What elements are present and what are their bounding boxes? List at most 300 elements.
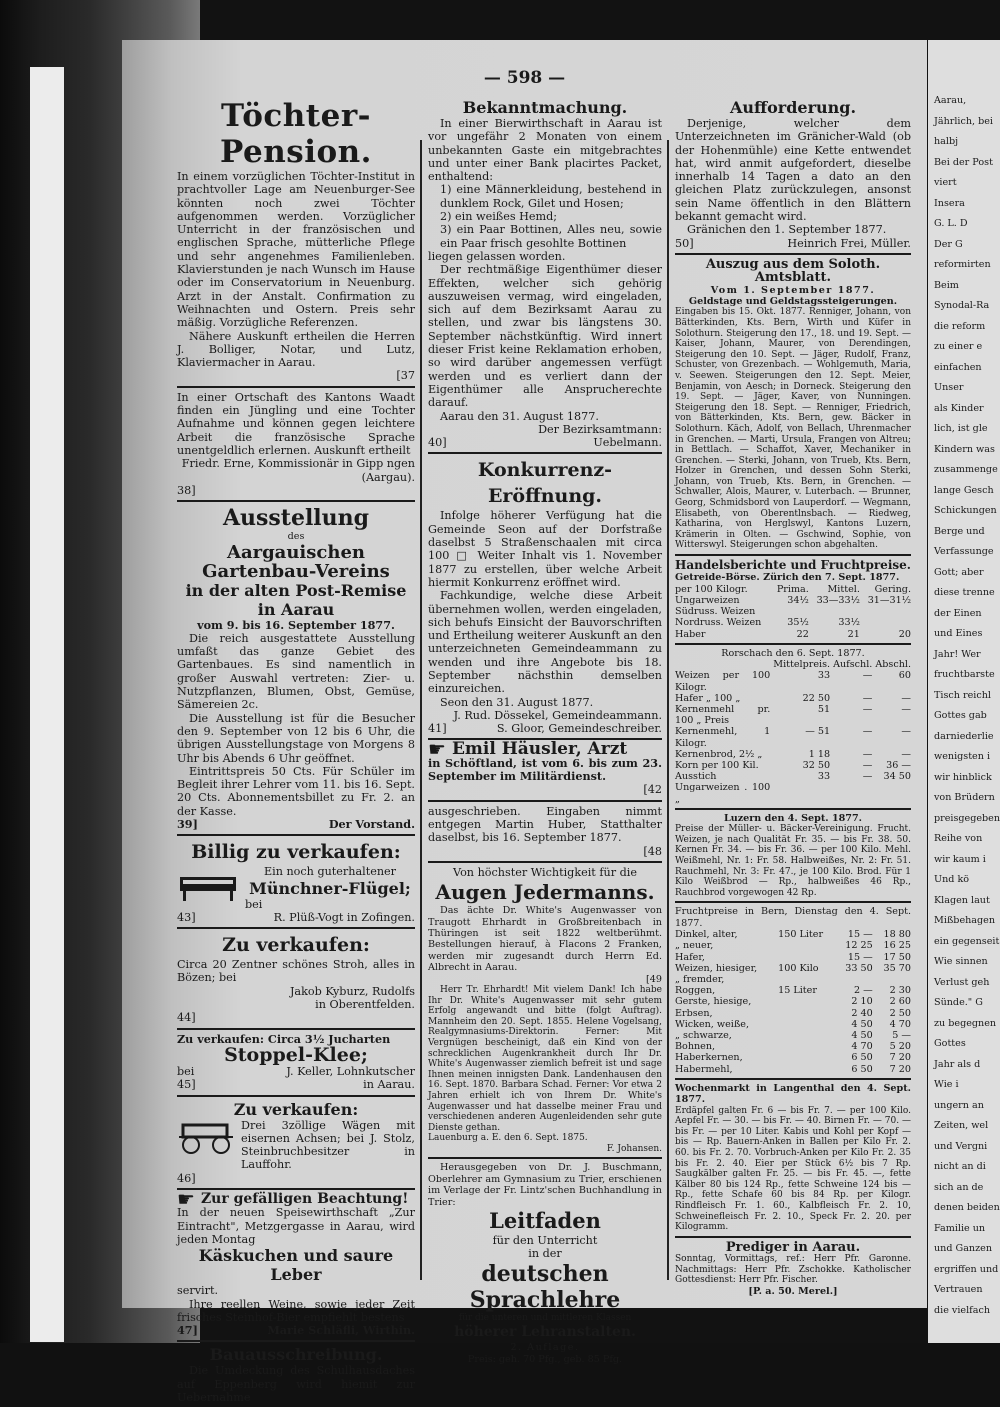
table-cell: 4 50 [851, 1018, 873, 1030]
adjacent-page-line: Bei der Post [934, 156, 993, 168]
section-body: Sonntag, Vormittags, ref.: Herr Pfr. Garonne. Nachmittags: Herr Pfr. Zschokke. Katholischer Gottesdienst: Herr Pfr. Fischer. [675, 1254, 911, 1286]
table-cell [860, 606, 911, 617]
column-rule [420, 140, 422, 1280]
table-cell: — [862, 703, 873, 715]
ad-title: Billig zu verkaufen: [191, 841, 401, 864]
table-cell: „ neuer, [675, 940, 714, 952]
table-row [675, 1008, 911, 1019]
table-cell [778, 1008, 834, 1019]
ad-body: Die Umdeckung des Schulhausdaches auf Eppenberg wird hiemit zur Uebernahme [177, 1364, 415, 1404]
section-date: Vom 1. September 1877. [710, 284, 876, 296]
table-cell: Südruss. Weizen [675, 606, 756, 618]
column-left [177, 98, 415, 1407]
table-row [675, 771, 911, 805]
divider [675, 643, 911, 645]
table-cell: „ fremder, [675, 973, 725, 985]
ad-signature-row [177, 1078, 415, 1091]
table-cell: — [862, 692, 873, 704]
table-cell: — [862, 748, 873, 760]
adjacent-page-line: Reihe von [934, 833, 983, 844]
white-page-marker [30, 67, 64, 1342]
adjacent-page-line: von Brüdern [934, 792, 995, 803]
ad-bauausschreibung [177, 1340, 415, 1404]
ad-line: des [287, 531, 305, 543]
adjacent-page-line: preisgegeben [934, 812, 1000, 824]
ad-body: Fachkundige, welche diese Arbeit übernehmen wollen, werden eingeladen, sich behufs Einsicht der Bauvorschriften und Ertheilung weiterer Auskunft an den unterzeichneten Gemeindeammann zu wenden und ihre Angebote bis 18. September nächsthin demselben einzureichen. [428, 589, 662, 696]
table-row [675, 595, 911, 606]
ad-title: Bekanntmachung. [462, 98, 628, 117]
table-cell: Weizen, hiesiger, [675, 962, 758, 974]
table-header-row [675, 584, 911, 595]
table-header-row [675, 659, 911, 670]
ad-toechter-pension [177, 98, 415, 383]
adjacent-page-line: wir kaum i [934, 853, 986, 865]
table-cell: 22 [796, 628, 809, 640]
ad-signer: Heinrich Frei, Müller. [787, 236, 911, 250]
piano-icon [177, 873, 239, 903]
adjacent-page-line: und Eines [934, 628, 983, 639]
adjacent-page-line: die vielfach [934, 1304, 990, 1316]
ad-leitfaden [428, 1157, 662, 1365]
ad-org: Aargauischen Gartenbau-Vereins [202, 541, 390, 582]
table-cell [834, 974, 872, 985]
table-cell: Wicken, weiße, [675, 1018, 749, 1030]
table-cell: 31—31½ [867, 594, 911, 606]
ad-signer: in Aarau. [363, 1078, 415, 1092]
table-cell: 15 — [847, 929, 873, 941]
table-cell [873, 974, 911, 985]
ad-body: Nähere Auskunft ertheilen die Herren J. Bolliger, Notar, und Lutz, Klaviermacher in Aarau. [177, 329, 415, 370]
column-right [675, 98, 911, 1300]
adjacent-page-line: Mißbehagen [934, 915, 996, 926]
table-cell: 60 [898, 670, 911, 682]
ad-title: Aufforderung. [729, 98, 857, 117]
table-row [675, 617, 911, 628]
table-row [675, 670, 911, 692]
table-row [675, 704, 911, 726]
table-cell: 15 — [847, 951, 873, 963]
luzern-heading: Luzern den 4. Sept. 1877. [723, 812, 863, 824]
ad-body: Circa 20 Zentner schönes Stroh, alles in Bözen; bei [177, 958, 415, 985]
adjacent-page-line: reformirten [934, 259, 991, 270]
ad-billig [177, 834, 415, 924]
ad-ref: 47] [177, 1323, 198, 1338]
ad-signature-row [177, 1324, 415, 1337]
adjacent-page-line: der Einen [934, 607, 982, 619]
table-row [675, 1019, 911, 1030]
table-cell: Ungarweizen [675, 594, 740, 606]
ad-ref: 44] [177, 1011, 196, 1025]
ad-signature-row [177, 1065, 415, 1078]
table-cell: Korn per 100 Kil. [675, 759, 759, 771]
adjacent-page-line: halbj [934, 136, 959, 147]
table-cell: 2 — [853, 985, 873, 997]
table-cell: — [901, 748, 911, 760]
ad-ref: 46] [177, 1171, 196, 1185]
adjacent-page-line: Sünde." G [934, 997, 983, 1008]
ad-line: Zu verkaufen: Circa 3½ Jucharten [177, 1031, 391, 1046]
column-rule [667, 140, 669, 1280]
table-cell [778, 940, 834, 951]
ad-ref: 41] [428, 722, 447, 736]
table-cell: Gerste, hiesige, [675, 996, 752, 1008]
ad-arzt [428, 738, 662, 796]
adjacent-page-line: darniederlie [934, 730, 994, 742]
adjacent-page-line: ungern an [934, 1099, 984, 1111]
table-cell: 7 20 [889, 1063, 911, 1075]
ad-signer: Jakob Kyburz, Rudolfs [289, 984, 415, 998]
table-header-cell [675, 659, 770, 670]
ad-body: servirt. [177, 1284, 219, 1298]
ad-item: Münchner-Flügel; [249, 878, 411, 898]
adjacent-page-line: Verfassunge [934, 546, 994, 557]
ad-body: Eintrittspreis 50 Cts. Für Schüler im Begleit ihrer Lehrer vom 11. bis 16. Sept. 20 Cts. Abonnementsbillet zu Fr. 2. an der Kasse. [177, 764, 415, 818]
bern-price-table [675, 929, 911, 1075]
table-cell [809, 606, 860, 617]
adjacent-page-line: Vertrauen [934, 1284, 983, 1295]
adjacent-page-line: fruchtbarste [934, 669, 995, 680]
ad-signature-row [428, 722, 662, 735]
ad-body: In der neuen Speisewirthschaft „Zur Eintracht", Metzgergasse in Aarau, wird jeden Montag [177, 1206, 415, 1246]
table-cell: 17 50 [883, 951, 911, 963]
table-cell: Roggen, [675, 985, 716, 997]
ad-line: bei [177, 1064, 195, 1078]
adjacent-page-line: ergriffen und [934, 1263, 999, 1275]
table-row [675, 963, 911, 974]
adjacent-page-line: Der G [934, 238, 963, 250]
adjacent-page-line: Und kö [934, 874, 970, 885]
adjacent-page-line: Jahr! Wer [934, 648, 981, 660]
table-cell: Haberkernen, [675, 1052, 743, 1064]
table-cell: 33 [817, 670, 831, 682]
langenthal-body: Erdäpfel galten Fr. 6 — bis Fr. 7. — per 100 Kilo. Aepfel Fr. — 30. — bis Fr. — 40. Birnen Fr. — 70. — bis Fr. — per 10 Liter. Kabis und Kohl per Kopf — bis — Rp. Bauern-Anken in Ballen per Kilo Fr. 2. 60. bis Fr. 2. 70. Vorbruch-Anken per Kilo Fr. 2. 35 bis Fr. 2. 40. Eier per Stück 6½ bis 7 Rp. Saugkälber galten Fr. 25. — bis Fr. 45. —, fette Kälber 80 bis 124 Rp., fette Schweine 124 bis — Rp., fette Schafe 60 bis 84 Rp. per Kilogr. Rindfleisch Fr. 1. 60., Kalbfleisch Fr. 2. 10, Schweinefleisch Fr. 2. 10., Speck Fr. 2. 20. per Kilogramm. [675, 1105, 911, 1233]
ad-body: Herausgegeben von Dr. J. Buschmann, Oberlehrer am Gymnasium zu Trier, erschienen im Verlage der Fr. Lintz'schen Buchhandlung in Trier: [428, 1162, 662, 1208]
table-cell: 32 50 [802, 759, 831, 771]
ad-signer: S. Gloor, Gemeindeschreiber. [496, 722, 662, 736]
ad-dates: vom 9. bis 16. September 1877. [197, 617, 395, 632]
table-cell: 34 50 [883, 771, 911, 783]
table-cell: 2 40 [851, 1007, 873, 1019]
page-number: — 598 — [483, 68, 566, 88]
section-handelsberichte [675, 554, 911, 1233]
table-cell [778, 996, 834, 1007]
ad-body: In einer Ortschaft des Kantons Waadt finden ein Jüngling und eine Tochter Aufnahme und können gegen leichtere Arbeit die französische Sprache unentgeldlich erlernen. Auskunft ertheilt [177, 390, 415, 457]
ad-body: in Schöftland, ist vom 6. bis zum 23. September im Militärdienst. [428, 755, 662, 784]
table-cell: — [862, 670, 873, 682]
table-cell: 12 25 [845, 940, 873, 952]
adjacent-page-line: G. L. D [934, 218, 968, 229]
ad-line: für die unteren und mittleren Klassen [458, 1312, 632, 1323]
ad-body: Derjenige, welcher dem Unterzeichneten im Gränicher-Wald (ob der Hohenmühle) eine Kette entwendet hat, wird anmit aufgefordert, dieselbe innerhalb 14 Tagen a dato an den gleichen Platz zurückzulegen, ansonst sein Name öffentlich in den Blättern bekannt gemacht wird. [675, 117, 911, 224]
ad-body: Das ächte Dr. White's Augenwasser von Traugott Ehrhardt in Großbreitenbach in Thüringen ist seit 1822 weltberühmt. Bestellungen hierauf, à Flacons 2 Franken, werden mir zugesandt durch Herrn Ed. Albrecht in Aarau. [428, 905, 662, 974]
table-cell: 4 70 [851, 1041, 873, 1053]
adjacent-page-line: Verlust geh [934, 976, 990, 988]
zurich-price-table [675, 584, 911, 640]
table-cell: 7 20 [889, 1052, 911, 1064]
table-cell: Hafer, [675, 951, 705, 963]
divider [675, 1078, 911, 1080]
ad-body: Der rechtmäßige Eigenthümer dieser Effekten, welcher sich gehörig auszuweisen vermag, wird eingeladen, sich auf dem Bezirksamt Aarau zu stellen, und zwar bis längstens 30. September nächstkünftig. Wird innert dieser Frist keine Reklamation erhoben, so wird darüber angemessen verfügt werden und es verliert dann der Eigenthümer alle Ansprucherechte darauf. [428, 263, 662, 410]
ad-signature-row [428, 436, 662, 449]
ad-stroh [177, 927, 415, 1024]
table-header-cell: Prima. [776, 583, 809, 595]
ad-waegen [177, 1095, 415, 1185]
adjacent-page-line: Schickungen [934, 505, 997, 516]
table-row [675, 1064, 911, 1075]
newspaper-page [122, 40, 927, 1404]
table-row [675, 693, 911, 704]
adjacent-page-line: nicht an di [934, 1161, 986, 1172]
table-cell [778, 1041, 834, 1052]
section-subtitle: Geldstage und Geldstagssteigerungen. [688, 295, 898, 307]
ad-list-item: 1) eine Männerkleidung, bestehend in dunklem Rock, Gilet und Hosen; [440, 183, 662, 210]
adjacent-page-line: Klagen laut [934, 894, 990, 906]
table-cell: 2 30 [889, 985, 911, 997]
table-row [675, 996, 911, 1007]
pointing-hand-icon: ☛ [177, 1187, 195, 1212]
table-row [675, 940, 911, 951]
table-cell: 6 50 [851, 1052, 873, 1064]
adjacent-page-line: Insera [934, 197, 965, 209]
table-cell: 4 50 [851, 1030, 873, 1041]
adjacent-page-line: viert [934, 177, 957, 188]
ad-line: Ein noch guterhaltener [263, 865, 397, 879]
adjacent-page-line: Jahr als d [934, 1058, 981, 1070]
ad-konkurrenz [428, 452, 662, 735]
table-cell: 2 50 [889, 1007, 911, 1019]
ad-aufforderung [675, 98, 911, 250]
adjacent-page-line: und Ganzen [934, 1243, 993, 1254]
ad-ref: 38] [177, 483, 196, 497]
table-cell: — 51 [805, 726, 831, 738]
table-cell: Bohnen, [675, 1041, 716, 1053]
ad-body: Infolge höherer Verfügung hat die Gemeinde Seon auf der Dorfstraße daselbst 5 Straßenschaalen mit circa 100 □ Weiter Inhalt vis 1. November 1877 zu erstellen, über welche Arbeit hiermit Konkurrenz eröffnet wird. [428, 509, 662, 589]
table-row [675, 629, 911, 640]
adjacent-page-line: sich an de [934, 1181, 984, 1193]
ad-title: Bauausschreibung. [209, 1345, 383, 1365]
pointing-hand-icon: ☛ [428, 737, 446, 762]
section-body: Eingaben bis 15. Okt. 1877. Renniger, Johann, von Bätterkinden, Kts. Bern, Wirth und Küfer in Solothurn. Steigerung den 17., 18. und 19. Sept. — Kaiser, Johann, Maurer, von Derendingen, Steigerung den 10. Sept. — Jäger, Rudolf, Franz, Schuster, von Grezenbach. — Wohlgemuth, Maria, v. Seewen. Steigerungen den 12. Sept. Meier, Benjamin, von Aesch; in Dorneck. Steigerung den 19. Sept. — Jäger, Kaver, von Nunningen. Steigerung den 18. Sept. — Renniger, Friedrich, von Bätterkinden, Kts. Bern, gew. Bäcker in Solothurn. Käch, Adolf, von Bellach, Uhrenmacher in Grenchen. — Marti, Ursula, Frangen von Altreu; in Bettlach. — Schaffot, Xaver, Mechaniker in Grenchen. — Sterki, Johann, von Trueb, Kts. Bern, Holzer in Grenchen, und dessen Sohn Sterki, Johann, von Trueb, Kts. Bern, in Grenchen. — Schwaller, Alois, Maurer, v. Luterbach. — Brunner, Georg, Schmidsbord von Lauperdorf. — Wegmann, Elisabeth, von Oberentlnsbach. — Riedweg, Katharina, von Herglswyl, Kantons Luzern, Krämerin in Olten. — Gschwind, Sophie, von Witterswyl. Steigerungen schon abgehalten. [675, 307, 911, 551]
ad-title: Töchter-Pension. [220, 98, 372, 170]
zurich-heading: Getreide-Börse. Zürich den 7. Sept. 1877. [675, 572, 900, 584]
adjacent-page-line: denen beiden [934, 1202, 1000, 1213]
table-row [675, 760, 911, 771]
adjacent-page-line: Unser [934, 382, 964, 393]
table-cell: 100 Kilo [778, 962, 819, 974]
ad-signature-row [177, 818, 415, 831]
section-title: Prediger in Aarau. [725, 1239, 861, 1255]
table-header-cell: Abschl. [875, 659, 911, 671]
ad-signer: Uebelmann. [593, 436, 662, 450]
ad-ref: [37 [396, 369, 415, 383]
footer-code: [P. a. 50. Merel.] [748, 1285, 838, 1297]
ad-title: Zu verkaufen: [233, 1099, 359, 1119]
ad-signer: J. Rud. Dössekel, Gemeindeammann. [453, 708, 662, 722]
ad-title: Leitfaden [489, 1208, 601, 1234]
table-cell [778, 952, 834, 963]
bern-heading: Fruchtpreise in Bern, Dienstag den 4. Sept. 1877. [675, 906, 911, 929]
adjacent-page-fragment [928, 40, 1000, 1343]
rorschach-heading: Rorschach den 6. Sept. 1877. [721, 647, 865, 659]
ad-ref: [49 [646, 973, 662, 985]
table-cell: — [862, 726, 873, 738]
adjacent-page-line: Zeiten, wel [934, 1120, 989, 1131]
ad-ref: [42 [643, 783, 662, 797]
table-cell [860, 617, 911, 628]
ad-augenwasser [428, 861, 662, 1155]
ad-level: höherer Lehranstalten. [454, 1324, 636, 1341]
ad-signer: F. Johansen. [606, 1143, 662, 1154]
ad-body: Ihre reellen Weine, sowie jeder Zeit frisches Steinhof-Bier empfiehlt bestens [177, 1297, 415, 1324]
ad-price: Preis: geh. 70 Pfg., geb. 85 Pfg. [467, 1353, 623, 1365]
table-cell: 2 60 [889, 996, 911, 1008]
adjacent-page-line: zusammenge [934, 464, 998, 475]
table-row [675, 985, 911, 996]
table-cell: 1 18 [808, 748, 831, 760]
table-cell: 33 50 [845, 962, 873, 974]
adjacent-page-line: wenigsten i [934, 751, 991, 762]
table-cell: 36 — [886, 759, 911, 771]
table-cell: Habermehl, [675, 1063, 733, 1075]
table-cell: Kernenmehl, 1 Kilogr. [675, 726, 771, 749]
ad-signer: in Oberentfelden. [315, 998, 415, 1012]
ad-list-item: 3) ein Paar Bottinen, Alles neu, sowie ein Paar frisch gesohlte Bottinen [440, 223, 662, 250]
ad-ref: 43] [177, 910, 196, 924]
ad-huber [428, 800, 662, 858]
ad-waadt [177, 386, 415, 497]
adjacent-page-line: lange Gesch [934, 484, 994, 496]
table-cell: Dinkel, alter, [675, 929, 738, 941]
ad-signature-row [675, 237, 911, 250]
table-header-cell: per 100 Kilogr. [675, 583, 748, 595]
luzern-body: Preise der Müller- u. Bäcker-Vereinigung. Frucht. Weizen, je nach Qualität Fr. 35. — bis Fr. 38. 50. Kernen Fr. 34. — bis Fr. 36. — per 100 Kilo. Mehl. Weißmehl, Nr. 1: Fr. 58. Halbweißes, Nr. 2: Fr. 51. Rauchmehl, Nr. 3: Fr. 47., je 100 Kilo. Brod. Für 1 Kilo Weißbrod — Rp., halbweißes 46 Rp., Rauchbrod vorgewogen 42 Rp. [675, 824, 911, 898]
ad-item: Käskuchen und saure Leber [198, 1246, 394, 1285]
table-header-cell: Gering. [874, 583, 911, 595]
ad-testimonial: Herr Tr. Ehrhardt! Mit vielem Dank! Ich habe Ihr Dr. White's Augenwasser mit sehr gutem Erfolg angewandt und bitte (folgt Auftrag). Mannheim den 20. Sept. 1855. Helene Vogelsang, Realgymnasiums-Direktorin. Ferner: Mit Vergnügen bescheinigt, daß ein Kind von der schrecklichen Augenkrankheit durch Ihr Dr. White's Augenwasser ziemlich befreit ist und sage Ihnen meinen innigsten Dank. Landenhausen den 16. Sept. 1870. Barbara Schad. Ferner: Vor etwa 2 Jahren erhielt ich von Ihrem Dr. White's Augenwasser und hat dasselbe meiner Frau und verschiedenen anderen Augenleidenden sehr gute Dienste gethan. [428, 984, 662, 1133]
table-cell: 6 50 [851, 1063, 873, 1075]
adjacent-page-line: Beim [934, 279, 959, 291]
table-cell: 4 70 [889, 1018, 911, 1030]
ad-ausstellung [177, 500, 415, 831]
table-row [675, 974, 911, 985]
ad-body: In einem vorzüglichen Töchter-Institut in prachtvoller Lage am Neuenburger-See könnten noch zwei Töchter aufgenommen werden. Vorzüglicher Unterricht in der französischen und englischen Sprache, mütterliche Pflege und sehr angenehmes Familienleben. Klavierstunden je nach Wunsch im Hause oder im Conservatorium in Neuenburg. Arzt in der Anstalt. Confirmation zu Weihnachten und Ostern. Preis sehr mäßig. Vorzügliche Referenzen. [177, 170, 415, 330]
adjacent-page-line: Kindern was [934, 443, 995, 455]
table-cell: 20 [898, 628, 911, 640]
adjacent-page-line: Gott; aber [934, 566, 984, 578]
table-cell [778, 974, 834, 985]
ad-signer: Der Bezirksamtmann: [538, 422, 662, 436]
ad-body: In einer Bierwirthschaft in Aarau ist vor ungefähr 2 Monaten von einem unbekannten Gaste ein mitgebrachtes und unter einer Bank placirtes Packet, enthaltend: [428, 117, 662, 184]
table-cell: 33 [817, 771, 831, 783]
adjacent-page-line: Tisch reichl [934, 689, 991, 701]
table-cell: — [901, 703, 911, 715]
ad-body: Die Ausstellung ist für die Besucher den 9. September von 12 bis 6 Uhr, die übrigen Ausstellungstage von Morgens 8 Uhr bis Abends 6 Uhr geöffnet. [177, 711, 415, 765]
ad-date: Gränichen den 1. September 1877. [687, 223, 887, 237]
ad-signer: J. Keller, Lohnkutscher [286, 1064, 415, 1078]
table-cell [778, 1052, 834, 1063]
ad-body: Die reich ausgestattete Ausstellung umfaßt das ganze Gebiet des Gartenbaues. Es sind namentlich in großer Auswahl vertreten: Zier- u. Nutzpflanzen, Blumen, Obst, Gemüse, Sämereien 2c. [177, 631, 415, 712]
table-row [675, 952, 911, 963]
divider [675, 808, 911, 810]
adjacent-page-line: zu einer e [934, 341, 983, 352]
table-row [675, 749, 911, 760]
column-middle [428, 98, 662, 1368]
ad-title: Zu verkaufen: [222, 934, 370, 957]
ad-ref: [48 [643, 844, 662, 858]
table-cell: 22 50 [802, 692, 831, 704]
adjacent-page-line: Aarau, [934, 95, 967, 106]
table-row [675, 1041, 911, 1052]
table-cell: 150 Liter [778, 929, 824, 941]
rorschach-price-table [675, 659, 911, 805]
table-cell: 35 70 [883, 962, 911, 974]
adjacent-page-line: lich, ist gle [934, 423, 988, 434]
adjacent-page-line: als Kinder [934, 402, 984, 414]
table-cell: 5 — [892, 1030, 911, 1041]
adjacent-page-line: und Vergni [934, 1140, 988, 1152]
ad-signature-row [177, 911, 415, 924]
adjacent-page-line: wir hinblick [934, 771, 992, 783]
table-cell: „ schwarze, [675, 1030, 732, 1041]
table-cell: 2 10 [851, 996, 873, 1008]
adjacent-page-line: Familie un [934, 1222, 986, 1234]
table-row [675, 929, 911, 940]
ad-ref: 50] [675, 236, 694, 250]
ad-title: Konkurrenz-Eröffnung. [477, 459, 613, 508]
ad-title: Zur gefälligen Beachtung! [200, 1191, 409, 1208]
adjacent-page-line: diese trenne [934, 587, 995, 598]
ad-date: Seon den 31. August 1877. [440, 695, 594, 709]
table-row [675, 606, 911, 617]
ad-item: Stoppel-Klee; [224, 1043, 368, 1066]
ad-body: liegen gelassen worden. [428, 249, 566, 263]
table-cell: Weizen per 100 Kilogr. [675, 670, 771, 693]
adjacent-page-line: ein gegenseit [934, 935, 1000, 947]
adjacent-page-line: Berge und [934, 525, 985, 537]
table-header-cell: Mittel. [827, 583, 860, 595]
table-cell: 15 Liter [778, 985, 817, 997]
table-cell: Kernenbrod, 2½ „ [675, 748, 763, 760]
table-cell: Ausstich Ungarweizen . 100 „ [675, 771, 771, 805]
table-cell: Erbsen, [675, 1007, 713, 1019]
ad-title: Ausstellung [222, 505, 370, 532]
section-amtsblatt [675, 253, 911, 551]
table-cell [770, 606, 809, 617]
langenthal-heading: Wochenmarkt in Langenthal den 4. Sept. 1877. [675, 1082, 911, 1106]
ad-place: in der alten Post-Remise [185, 580, 407, 600]
table-cell: 35½ [787, 617, 809, 629]
wagon-icon [177, 1119, 235, 1155]
ad-edition: 2. Auflage. [510, 1342, 580, 1354]
ad-date: Lauenburg a. E. den 6. Sept. 1875. [428, 1133, 588, 1144]
ad-date: Aarau den 31. August 1877. [440, 409, 599, 423]
ad-klee [177, 1028, 415, 1092]
table-cell: 21 [847, 628, 860, 640]
section-title: Handelsberichte und Fruchtpreise. [675, 558, 911, 573]
table-cell: — [901, 726, 911, 738]
ad-signer: Der Vorstand. [328, 816, 415, 831]
section-title: Auszug aus dem Soloth. Amtsblatt. [705, 256, 881, 286]
table-row [675, 1030, 911, 1041]
ad-bekanntmachung [428, 98, 662, 449]
table-cell: 33½ [838, 617, 860, 629]
table-cell: 16 25 [883, 940, 911, 952]
adjacent-page-line: Gottes [934, 1038, 966, 1049]
ad-line: in der [528, 1247, 562, 1261]
ad-body: ausgeschrieben. Eingaben nimmt entgegen Martin Huber, Statthalter daselbst, bis 16. September 1877. [428, 804, 662, 845]
table-cell [778, 1019, 834, 1030]
ad-title: Emil Häusler, Arzt [451, 739, 628, 760]
